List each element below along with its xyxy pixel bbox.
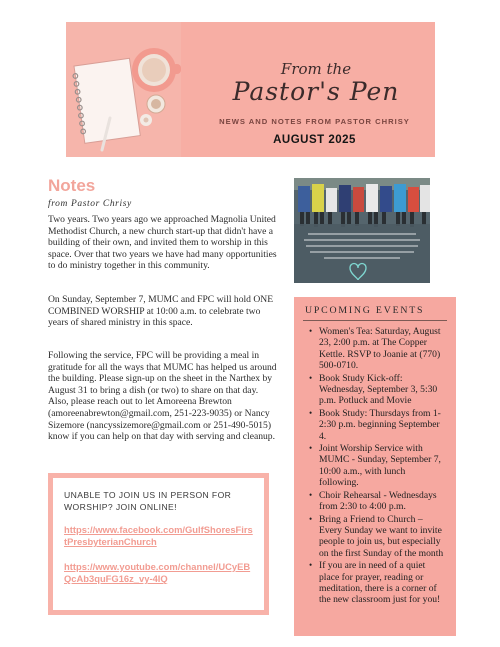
notes-paragraph: On Sunday, September 7, MUMC and FPC will hold ONE COMBINED WORSHIP at 10:00 a.m. to celebrate two years of shared ministry in this space. <box>48 294 274 329</box>
newsletter-header <box>66 22 435 157</box>
script-from-the: From the <box>280 60 352 78</box>
runners-photo <box>294 178 430 283</box>
header-tagline: NEWS AND NOTES FROM PASTOR CHRISY <box>219 117 410 126</box>
event-item: • Women's Tea: Saturday, August 23, 2:00 p.m. at The Copper Kettle. RSVP to Joanie at (770) 500-0710. <box>303 326 447 372</box>
event-item: • Choir Rehearsal - Wednesdays from 2:30 to 4:00 p.m. <box>303 490 447 513</box>
notes-paragraph: Following the service, FPC will be providing a meal in gratitude for all the ways that MUMC has helped us around the building. Please sign-up on the sheet in the Narthex by August 31 to bring a dish (or two) to share on that day. Also, please reach out to let Amoreena Brewton (amoreenabrewton@gmail.com, 251-223-9035) or Nancy Sizemore (nancyssizemore@gmail.com or 251-490-5015) know if you can help on that day with serving and cleanup. <box>48 350 277 443</box>
join-online-box <box>48 473 269 615</box>
youtube-link[interactable]: https://www.youtube.com/channel/UCyEBQcAb3quFG16z_vy-4IQ <box>64 560 251 585</box>
event-item: • Joint Worship Service with MUMC - Sunday, September 7, 10:00 a.m., with lunch following. <box>303 443 447 489</box>
notes-paragraph: Two years. Two years ago we approached Magnolia United Methodist Church, a new church start-up that didn't have a building of their own, and invited them to worship in this space. Over that two years we have had many opportunities to do ministry together in this community. <box>48 214 277 272</box>
event-item: • Book Study: Thursdays from 1-2:30 p.m. beginning September 4. <box>303 408 447 442</box>
notes-subtitle: from Pastor Chrisy <box>48 199 132 209</box>
events-divider <box>303 320 447 321</box>
coffee-notebook-photo <box>66 22 181 157</box>
notes-heading: Notes <box>48 176 96 195</box>
upcoming-events-panel <box>294 297 456 636</box>
facebook-link[interactable]: https://www.facebook.com/GulfShoresFirstPresbyterianChurch <box>64 523 253 548</box>
join-online-heading: UNABLE TO JOIN US IN PERSON FOR WORSHIP? JOIN ONLINE! <box>64 490 232 512</box>
script-pastors-pen: Pastor's Pen <box>232 77 400 106</box>
events-list <box>303 326 447 606</box>
event-item: • Bring a Friend to Church – Every Sunday we want to invite people to join us, but especially on the first Sunday of the month <box>303 514 447 560</box>
event-item: • Book Study Kick-off: Wednesday, September 3, 5:30 p.m. Potluck and Movie <box>303 373 447 407</box>
issue-month: AUGUST 2025 <box>273 134 356 146</box>
upcoming-events-heading: UPCOMING EVENTS <box>305 305 425 316</box>
event-item: • If you are in need of a quiet place for prayer, reading or meditation, there is a corner of the new classroom just for you! <box>303 560 447 606</box>
runners-illustration <box>294 178 430 283</box>
coffee-notebook-illustration <box>66 22 181 157</box>
